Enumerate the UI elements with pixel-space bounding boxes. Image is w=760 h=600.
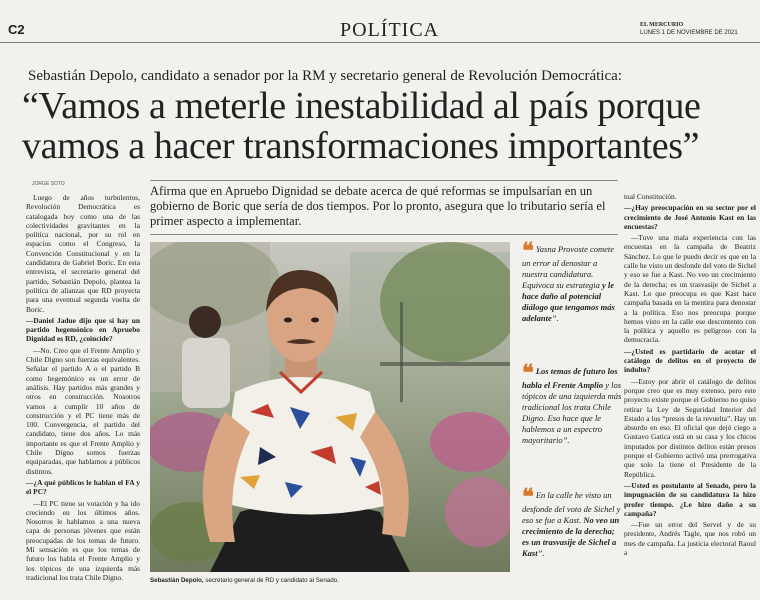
intro-paragraph: Luego de años turbulentos, Revolución Democrática es catalogada hoy como una de las colectividades gravitantes en la política nacional, por su rol en espacios como el Congreso, la Convención Constitucional y en la candidatura de Gabriel Boric. En esta entrevista, el secretario general del partido, Sebastián Depolo, plantea la política de alianzas que RD proyecta para una eventual segunda vuelta de Boric. [26, 193, 140, 314]
caption-text: secretario general de RD y candidato al Senado. [203, 577, 339, 584]
right-column [624, 192, 756, 559]
answer-2: —El PC tiene su votación y ha ido creciendo en los últimos años. Nosotros le hablamos a una nueva capa de personas jóvenes que están preocupadas de los temas de futuro. Mi sensación es que los temas de futuro los habla el Frente Amplio y los tópicos de una izquierda más tradicional los trata Chile Digno. [26, 498, 140, 582]
right-question-1: —¿Hay preocupación en su sector por el crecimiento de José Antonio Kast en las encuestas? [624, 203, 756, 231]
deck-rule-bottom [150, 234, 618, 235]
right-answer-2: —Estoy por abrir el catálogo de delitos porque creo que es muy extenso, pero este proyecto existe porque el Gobierno no quiso retirar la Ley de Seguridad Interior del Estado a los “presos de la revuelta”. Hay un absurdo en eso. El oficial que dejó ciego a Gustavo Gatica está en su casa y los chicos imputados por distintos delitos están presos porque el Gobierno activó una prerrogativa que solo la tiene el Presidente de la República. [624, 376, 756, 479]
right-question-3: —Usted es postulante al Senado, pero la impugnación de su candidatura la hizo profer tiempo. ¿Le hizo daño a su campaña? [624, 480, 756, 518]
left-column [26, 193, 140, 584]
quote-mark-icon: ❝ [522, 238, 534, 263]
photo-caption [150, 577, 339, 584]
article-kicker: Sebastián Depolo, candidato a senador por la RM y secretario general de Revolución Democrática: [28, 68, 622, 84]
article-headline [22, 86, 760, 166]
pull-quote-3-end: ”. [537, 548, 545, 558]
quote-mark-icon: ❝ [522, 360, 534, 385]
answer-1: —No. Creo que el Frente Amplio y Chile Digno son fuerzas equivalentes. Señalar el partido A o el partido B como hegemónico es un error de análisis. Hay partidos más grandes y otros en construcción. Nosotros vamos a cumplir 10 años de construcción y el PC tiene más de 100. Convergencia, el partido del candidato, tiene dos años. Lo más importante es que el Frente Amplio y Chile Digno somos fuerzas equiparadas, que hablamos a públicos distintos. [26, 345, 140, 476]
masthead: EL MERCURIO [640, 22, 684, 28]
pull-quote-1-end: ”. [551, 313, 559, 323]
issue-date: LUNES 1 DE NOVIEMBRE DE 2021 [640, 30, 738, 36]
section-title: POLÍTICA [340, 19, 440, 41]
page-number: C2 [8, 22, 25, 37]
question-1: —Daniel Jadue dijo que si hay un partido hegemónico en Apruebo Dignidad es RD, ¿coincide? [26, 315, 140, 344]
headline-line-1: “Vamos a meterle inestabilidad al país porque [22, 85, 701, 127]
portrait-photo [150, 242, 510, 572]
header-rule [0, 42, 760, 43]
question-2: —¿A qué públicos le hablan el FA y el PC? [26, 477, 140, 497]
pull-quote-3 [522, 484, 622, 559]
pull-quote-2-emphasis: Los temas de futuro los habla el Frente Amplio [522, 366, 618, 390]
pull-quote-3-text: En la calle he visto un desfonde del voto de Sichel y eso se fue a Kast. [522, 490, 621, 525]
pull-quote-1-emphasis: y le hace daño al potencial diálogo que tengamos más adelante [522, 280, 615, 323]
right-answer-3: —Fue un error del Servel y de su presidente, Andrés Tagle, que nos robó un mes de campaña. La justicia electoral Raoul a [624, 520, 756, 557]
pull-quote-1-text: Yasna Provoste comete un error al denostar a nuestra candidatura. Equivoca su estrategia [522, 244, 615, 290]
byline: JORGE SOTO [32, 181, 65, 187]
right-question-2: —¿Usted es partidario de acotar el catálogo de delitos en el proyecto de indulto? [624, 346, 756, 375]
article-deck: Afirma que en Apruebo Dignidad se debate acerca de qué reformas se impulsarían en un gobierno de Boric que sería de dos tiempos. Por lo pronto, asegura que lo tributario sería el primer aspecto a implementar. [150, 184, 606, 228]
quote-mark-icon: ❝ [522, 484, 534, 509]
pull-quote-3-emphasis: No veo un crecimiento de la derecha; es un trasvasije de Sichel a Kast [522, 515, 620, 558]
caption-name: Sebastián Depolo, [150, 577, 204, 584]
pull-quote-2 [522, 360, 622, 446]
headline-line-2: vamos a hacer transformaciones importantes” [22, 125, 700, 167]
pull-quote-1 [522, 238, 622, 324]
deck-rule-top [150, 180, 618, 181]
pull-quote-2-text: y los tópicos de una izquierda más tradicional los trata Chile Digno. Eso hace que le hablemos a un espectro mayoritario”. [522, 380, 622, 445]
right-col-lead: tual Constitución. [624, 192, 677, 201]
right-answer-1: —Tuve una mala experiencia con las encuestas en la campaña de Beatriz Sánchez. Lo que le puedo decir es que en la calle he visto un desfonde del voto de Sichel y eso se fue a Kast. No veo un crecimiento de la derecha; es un trasvasije de Sichel a Kast. Lo que preocupa es que Kast hace campaña basada en la mentira para denostar a la política. Eso nos preocupa porque hemos visto en la calle ese descontento con la política y aquello es peligroso con la democracia. [624, 233, 756, 345]
